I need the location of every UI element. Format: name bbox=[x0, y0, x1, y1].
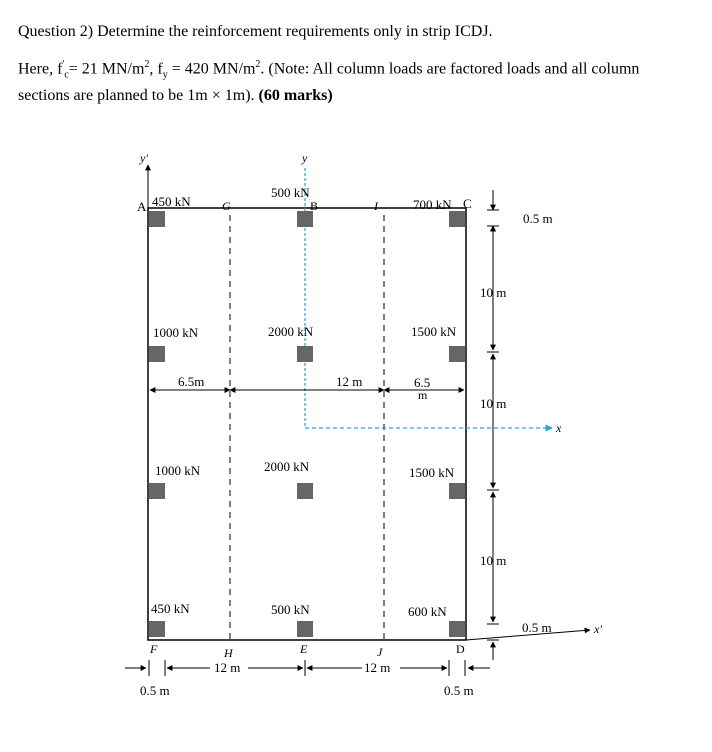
marks-label: (60 marks) bbox=[258, 87, 333, 104]
column-a bbox=[149, 211, 165, 227]
column-row2-left bbox=[149, 346, 165, 362]
fy-value: = 420 MN/m bbox=[167, 60, 256, 78]
load-bot-left: 450 kN bbox=[151, 601, 190, 616]
point-d-label: D bbox=[456, 642, 465, 656]
dim-0-5m-bot-right: 0.5 m bbox=[444, 683, 474, 698]
y-label: y bbox=[302, 151, 308, 165]
point-g-label: G bbox=[222, 199, 231, 213]
load-top-left: 450 kN bbox=[152, 194, 191, 209]
load-row2-right: 1500 kN bbox=[411, 324, 457, 339]
dim-6-5-right: 6.5 bbox=[414, 375, 431, 390]
fy-subscript: y bbox=[162, 69, 168, 81]
load-top-mid: 500 kN bbox=[271, 185, 310, 200]
dim-0-5m-right: 0.5 m bbox=[522, 620, 552, 635]
column-row3-left bbox=[149, 483, 165, 499]
column-row3-right bbox=[449, 483, 465, 499]
column-d bbox=[449, 621, 465, 637]
dim-m-right: m bbox=[418, 388, 428, 402]
dim-12m-mid: 12 m bbox=[336, 374, 363, 389]
load-row2-mid: 2000 kN bbox=[268, 324, 314, 339]
dim-10m-3: 10 m bbox=[480, 553, 507, 568]
question-text-1: Question 2) Determine the reinforcement requirements only in strip ICDJ. bbox=[18, 23, 493, 40]
point-j-label: J bbox=[377, 645, 383, 659]
dim-0-5m-bot-left: 0.5 m bbox=[140, 683, 170, 698]
load-bot-mid: 500 kN bbox=[271, 602, 310, 617]
dim-12m-bot-left: 12 m bbox=[214, 660, 241, 675]
column-c bbox=[449, 211, 465, 227]
load-row3-left: 1000 kN bbox=[155, 463, 201, 478]
point-f-label: F bbox=[150, 642, 158, 656]
column-f bbox=[149, 621, 165, 637]
fc-prime: ' bbox=[62, 59, 65, 70]
x-label: x bbox=[556, 421, 562, 435]
note-text: . (Note: All column loads are factored loads and all column bbox=[260, 60, 640, 78]
dim-6-5m-left: 6.5m bbox=[178, 374, 205, 389]
load-row3-mid: 2000 kN bbox=[264, 459, 310, 474]
fy-prefix: , f bbox=[149, 60, 163, 78]
dim-10m-1: 10 m bbox=[480, 285, 507, 300]
load-bot-right: 600 kN bbox=[408, 604, 447, 619]
fc-subscript: c bbox=[64, 69, 69, 81]
x-prime-label: x' bbox=[594, 622, 602, 636]
fc-unit-exponent: 2 bbox=[144, 59, 150, 70]
mat-outline bbox=[148, 208, 466, 640]
point-e-label: E bbox=[300, 642, 308, 656]
column-b bbox=[297, 211, 313, 227]
dim-0-5m-top: 0.5 m bbox=[523, 211, 553, 226]
point-b-label: B bbox=[310, 199, 319, 213]
fc-value: = 21 MN/m bbox=[68, 60, 145, 78]
dim-12m-bot-right: 12 m bbox=[364, 660, 391, 675]
column-row3-mid bbox=[297, 483, 313, 499]
column-row2-mid bbox=[297, 346, 313, 362]
point-h-label: H bbox=[224, 646, 233, 660]
point-a-label: A bbox=[137, 199, 147, 214]
load-top-right: 700 kN bbox=[413, 197, 452, 212]
dim-10m-2: 10 m bbox=[480, 396, 507, 411]
point-c-label: C bbox=[463, 196, 472, 211]
column-row2-right bbox=[449, 346, 465, 362]
point-i-label: I bbox=[374, 199, 378, 213]
given-prefix: Here, f bbox=[18, 60, 63, 78]
column-e bbox=[297, 621, 313, 637]
fy-unit-exponent: 2 bbox=[255, 59, 261, 70]
load-row2-left: 1000 kN bbox=[153, 325, 199, 340]
load-row3-right: 1500 kN bbox=[409, 465, 455, 480]
y-prime-label: y' bbox=[140, 151, 148, 165]
note-continued: sections are planned to be 1m × 1m). bbox=[18, 87, 259, 104]
